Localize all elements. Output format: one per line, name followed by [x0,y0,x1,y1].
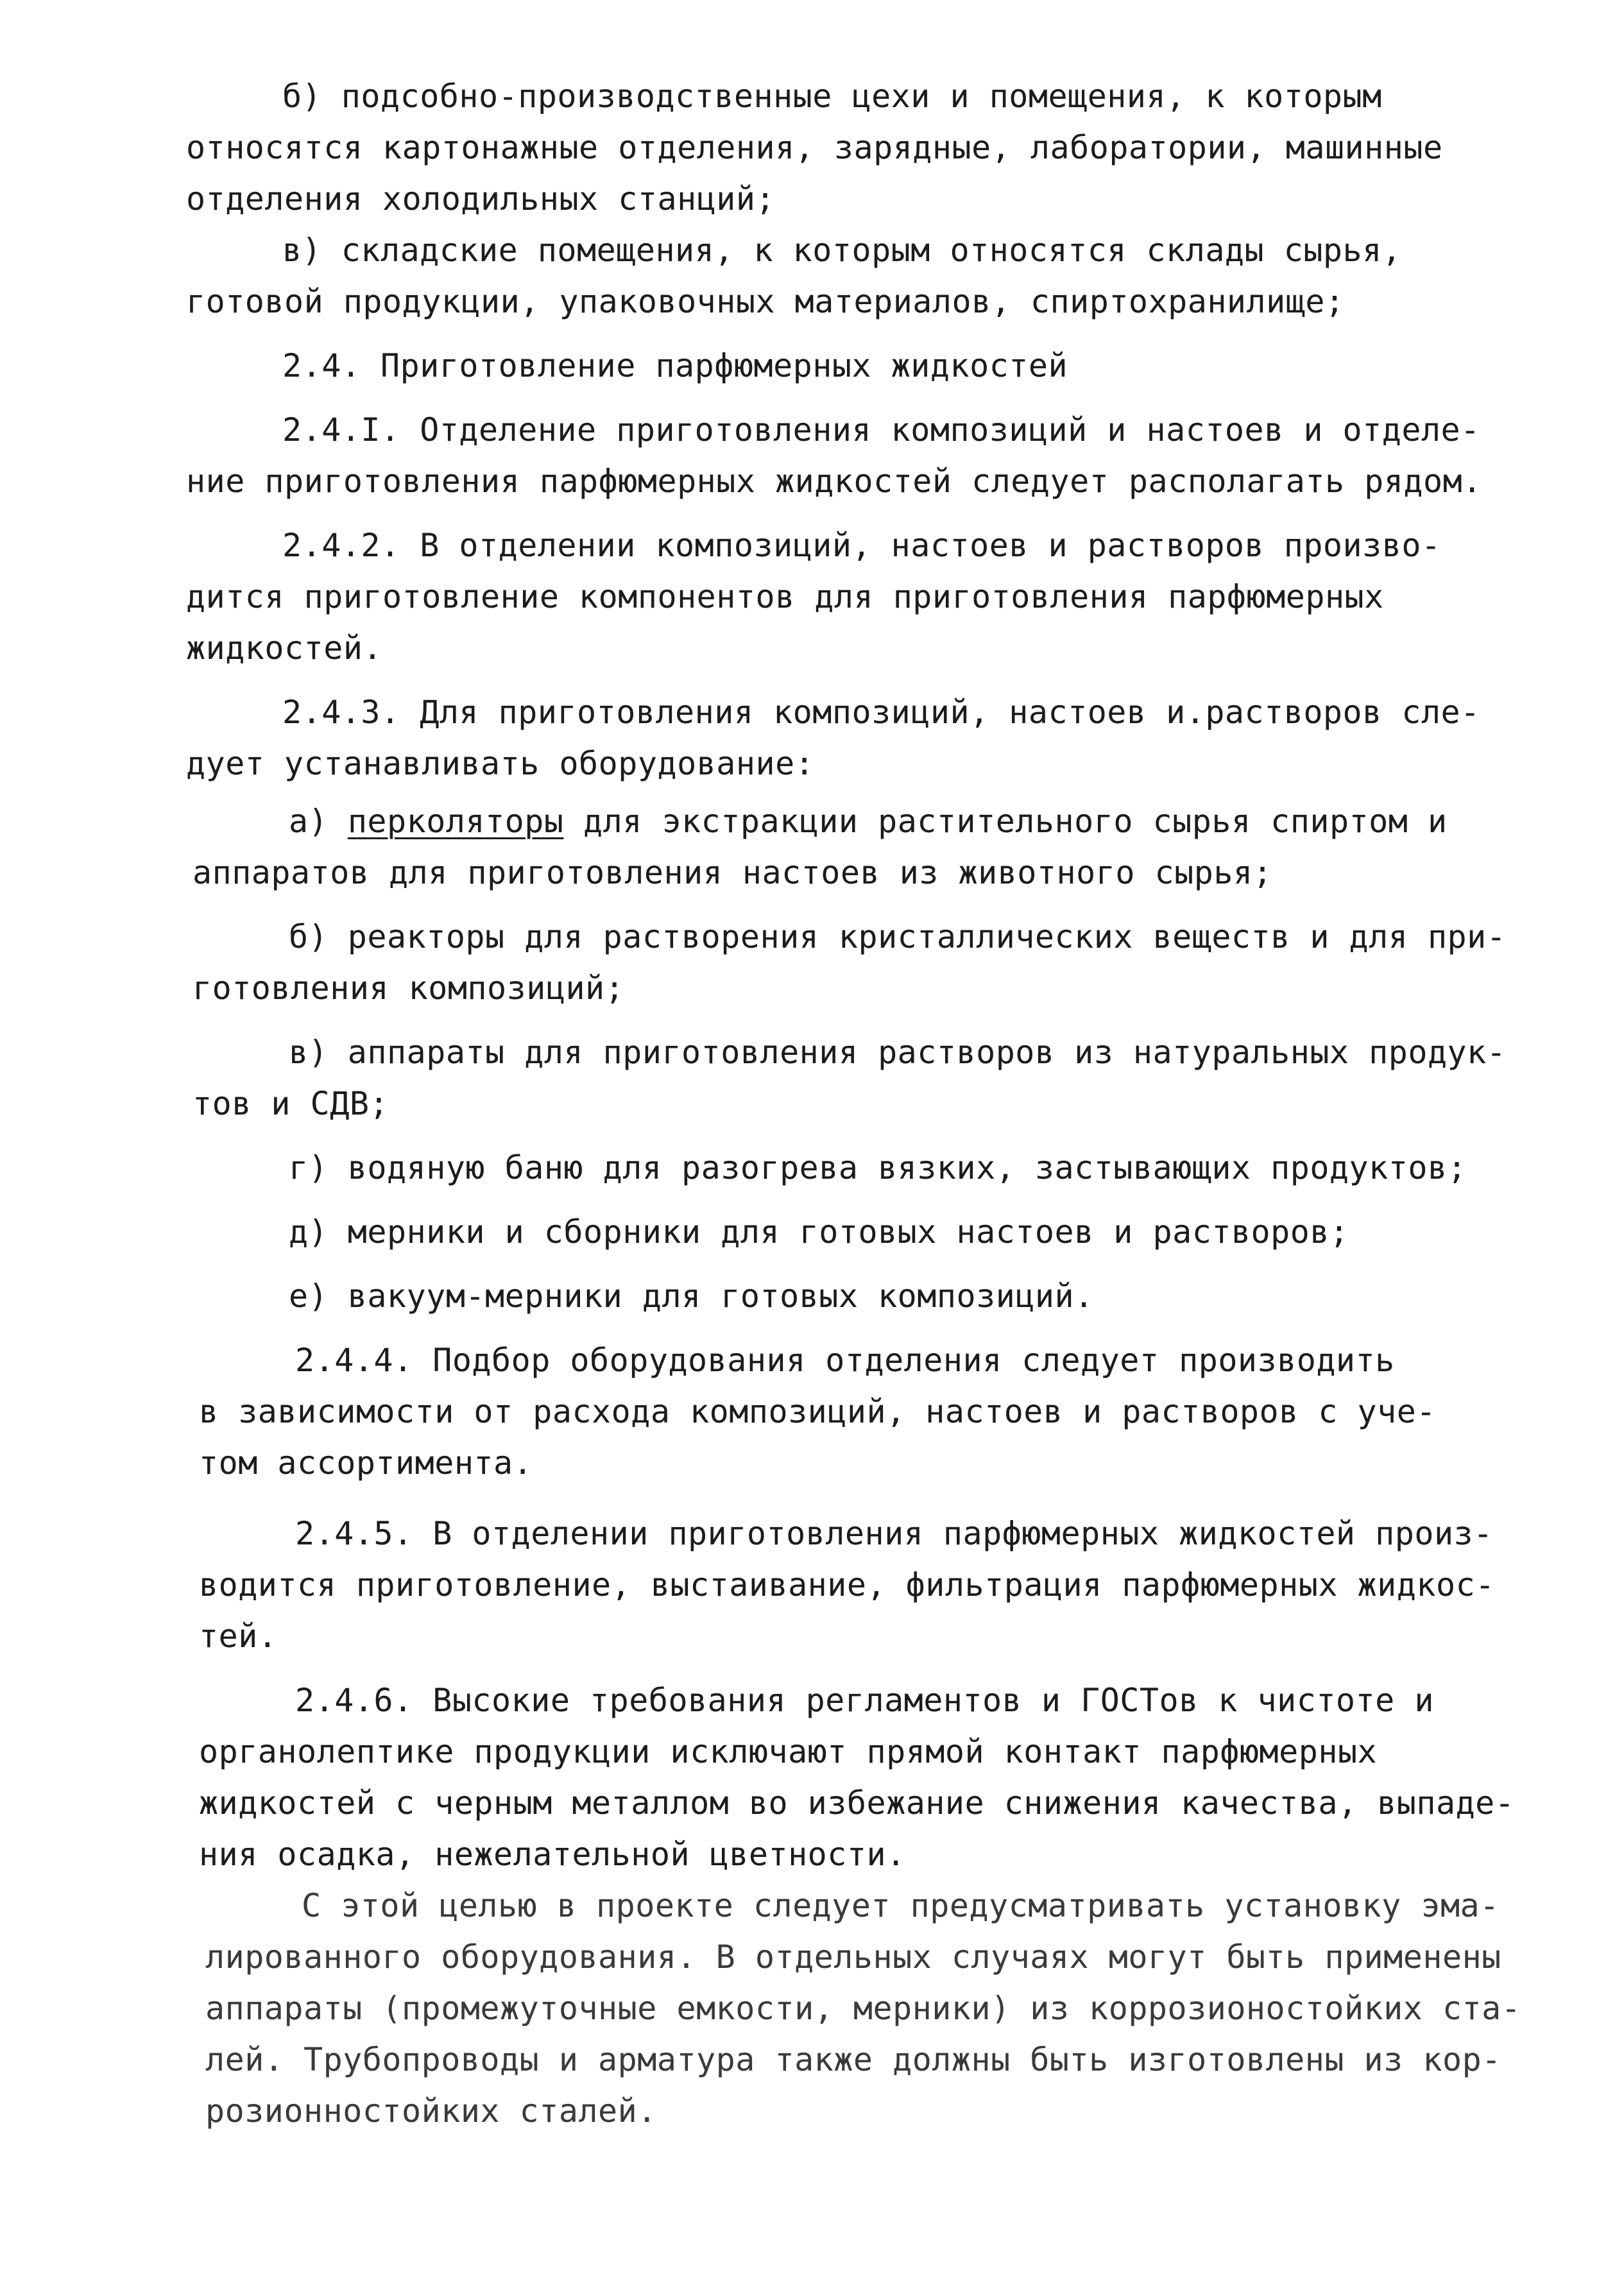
paragraph-b-subsidiary-line-2: относятся картонажные отделения, зарядные, лаборатории, машинные [186,129,1443,166]
paragraph-2-4-4-line-3: том ассортимента. [199,1444,533,1482]
paragraph-2-4-6-line-4: ния осадка, нежелательной цветности. [199,1836,906,1873]
list-item-e: е) вакуум-мерники для готовых композиций. [289,1278,1094,1315]
paragraph-2-4-6-line-3: жидкостей с черным металлом во избежание снижения качества, выпаде- [199,1784,1515,1822]
paragraph-2-4-2-line-2: дится приготовление компонентов для приготовления парфюмерных [186,578,1384,615]
paragraph-2-4-6-line-2: органолептике продукции исключают прямой контакт парфюмерных [199,1733,1378,1770]
list-item-a-prefix: а) [289,803,348,840]
paragraph-2-4-3-line-2: дует устанавливать оборудование: [186,745,815,782]
paragraph-2-4-1-line-2: ние приготовления парфюмерных жидкостей следует располагать рядом. [186,463,1482,500]
paragraph-2-4-4-line-2: в зависимости от расхода композиций, настоев и растворов с уче- [199,1393,1436,1430]
paragraph-2-4-5-line-1: 2.4.5. В отделении приготовления парфюмерных жидкостей произ- [295,1515,1493,1552]
list-item-a-underlined-term: перколяторы [347,803,564,840]
paragraph-purpose-line-1: С этой целью в проекте следует предусматривать установку эма- [302,1887,1500,1924]
list-item-a-line-1 [289,801,1448,842]
paragraph-2-4-5-line-2: водится приготовление, выстаивание, фильтрация парфюмерных жидкос- [199,1566,1495,1603]
paragraph-v-storage-line-1: в) складские помещения, к которым относятся склады сырья, [282,232,1402,269]
paragraph-2-4-2-line-1: 2.4.2. В отделении композиций, настоев и растворов произво- [282,527,1441,564]
paragraph-purpose-line-4: лей. Трубопроводы и арматура также должны быть изготовлены из кор- [205,2041,1501,2078]
list-item-a-rest: для экстракции растительного сырья спиртом и [563,803,1448,840]
paragraph-purpose-line-5: розионностойких сталей. [205,2092,657,2130]
list-item-v-line-2: тов и СДВ; [192,1085,389,1122]
paragraph-2-4-3-line-1: 2.4.3. Для приготовления композиций, настоев и.растворов сле- [282,694,1480,731]
paragraph-v-storage-line-2: готовой продукции, упаковочных материалов, спиртохранилище; [186,283,1345,320]
paragraph-2-4-6-line-1: 2.4.6. Высокие требования регламентов и ГОСТов к чистоте и [295,1682,1434,1719]
paragraph-purpose-line-2: лированного оборудования. В отдельных случаях могут быть применены [205,1938,1501,1976]
list-item-b-line-1: б) реакторы для растворения кристаллических веществ и для при- [289,918,1507,955]
list-item-b-line-2: готовления композиций; [192,970,625,1007]
paragraph-b-subsidiary-line-3: отделения холодильных станций; [186,180,776,218]
paragraph-b-subsidiary-line-1: б) подсобно-производственные цехи и помещения, к которым [282,78,1382,115]
paragraph-2-4-1-line-1: 2.4.I. Отделение приготовления композиций и настоев и отделе- [282,411,1480,449]
paragraph-2-4-2-line-3: жидкостей. [186,629,383,667]
paragraph-purpose-line-3: аппараты (промежуточные емкости, мерники) из коррозионостойких ста- [205,1990,1521,2027]
list-item-v-line-1: в) аппараты для приготовления растворов из натуральных продук- [289,1034,1507,1071]
list-item-d: д) мерники и сборники для готовых настоев и растворов; [289,1213,1349,1251]
list-item-a-line-2: аппаратов для приготовления настоев из животного сырья; [192,854,1273,891]
list-item-g: г) водяную баню для разогрева вязких, застывающих продуктов; [289,1149,1467,1186]
paragraph-2-4-4-line-1: 2.4.4. Подбор оборудования отделения следует производить [295,1342,1395,1379]
section-heading-2-4: 2.4. Приготовление парфюмерных жидкостей [282,347,1068,384]
paragraph-2-4-5-line-3: тей. [199,1618,278,1655]
